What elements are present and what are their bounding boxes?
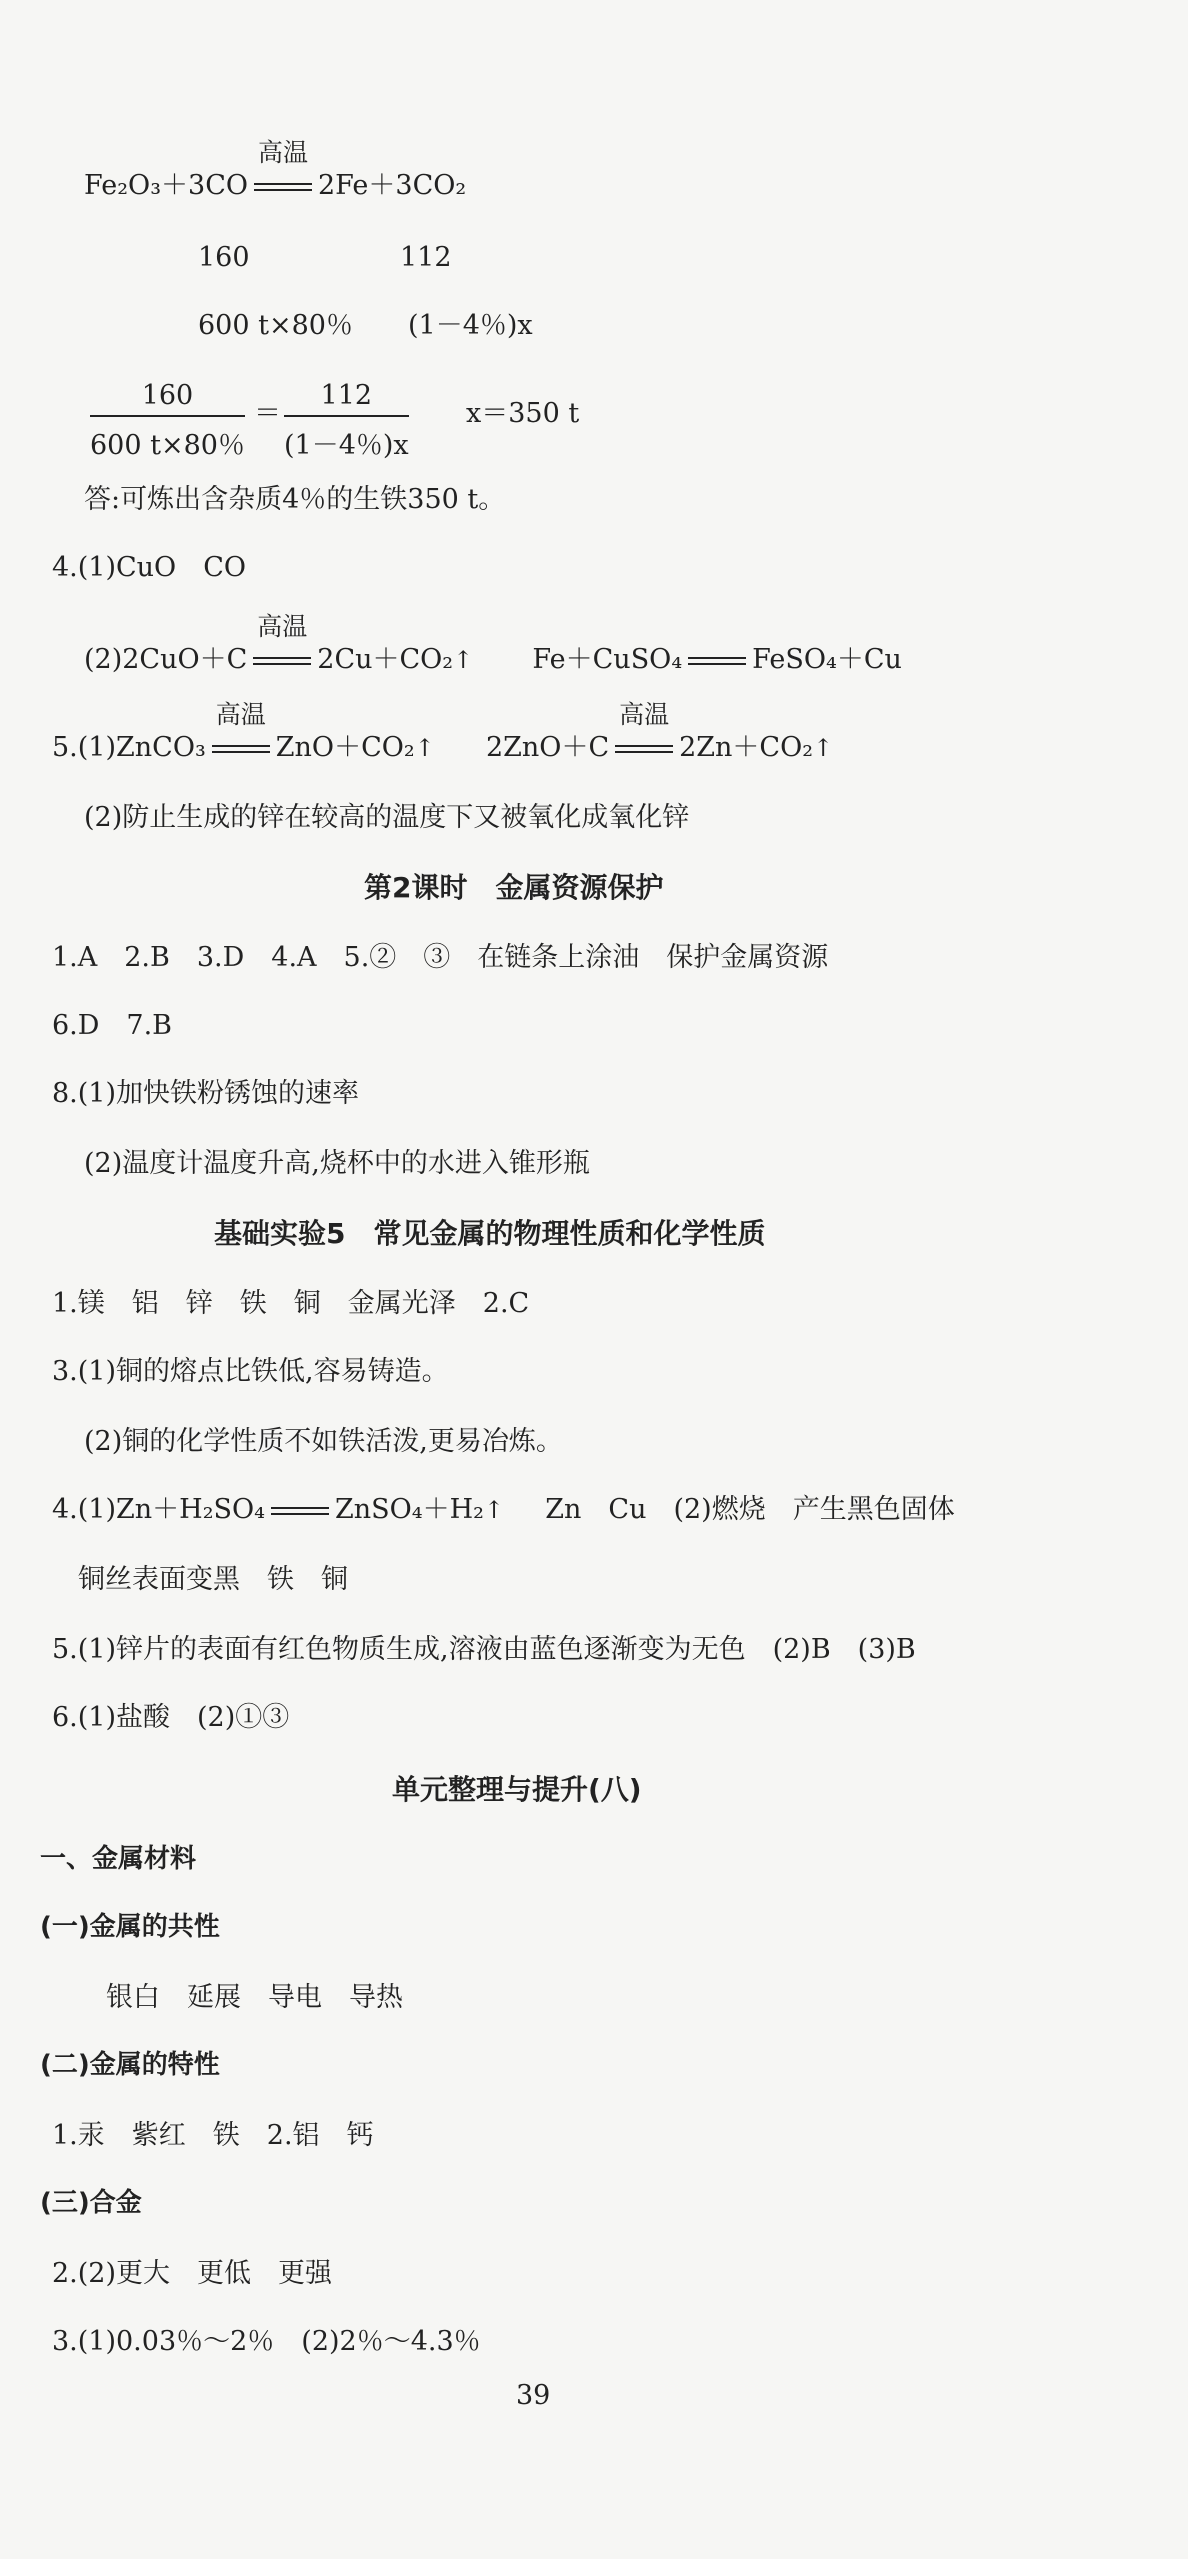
gas-arrow-icon: ↑ [813, 734, 834, 762]
calc-answer: 答:可炼出含杂质4％的生铁350 t。 [84, 484, 506, 515]
section-title-exp5: 基础实验5 常见金属的物理性质和化学性质 [214, 1217, 766, 1250]
exp5-line4 [52, 1496, 955, 1523]
subsection-metal-materials: 一、金属材料 [40, 1844, 197, 1874]
fraction-equals: ＝ [254, 398, 281, 429]
equals-mark [271, 1507, 329, 1515]
q5-eq2-right: 2Zn＋CO₂ [679, 732, 814, 763]
condition-text: 高温 [257, 138, 308, 167]
q5-eq1-right: ZnO＋CO₂ [275, 732, 415, 763]
q4-eq1-right: 2Cu＋CO₂ [317, 644, 454, 675]
exp5-line4-rest: Zn Cu (2)燃烧 产生黑色固体 [545, 1494, 955, 1525]
exp5-line5: 铜丝表面变黑 铁 铜 [78, 1564, 348, 1595]
gas-arrow-icon: ↑ [483, 1496, 505, 1524]
fraction-left-numerator: 160 [90, 380, 245, 417]
condition-mark [206, 700, 276, 761]
subsection-alloys: (三)合金 [40, 2188, 142, 2218]
quantity-1: 600 t×80％ [198, 310, 353, 341]
quantity-2: (1－4％)x [408, 310, 533, 341]
q5-line1 [52, 700, 834, 763]
exp5-eq-right: ZnSO₄＋H₂ [334, 1494, 484, 1525]
fraction-right-numerator: 112 [284, 380, 409, 417]
condition-text: 高温 [619, 700, 670, 729]
exp5-line7: 6.(1)盐酸 (2)①③ [52, 1702, 290, 1733]
q4-line1: 4.(1)CuO CO [52, 552, 246, 583]
q4-line2 [84, 612, 902, 675]
fraction-right-denominator: (1－4％)x [284, 430, 409, 461]
q5-eq1-left: 5.(1)ZnCO₃ [52, 732, 206, 763]
lesson2-line3: 8.(1)加快铁粉锈蚀的速率 [52, 1078, 360, 1109]
eq-right: 2Fe＋3CO₂ [318, 170, 467, 201]
condition-text: 高温 [215, 700, 266, 729]
section-title-lesson2: 第2课时 金属资源保护 [364, 871, 664, 904]
q4-eq2-left: Fe＋CuSO₄ [532, 644, 683, 675]
section-title-unit: 单元整理与提升(八) [392, 1773, 642, 1806]
reaction-equation [84, 138, 467, 201]
subsection-special-properties: (二)金属的特性 [40, 2050, 220, 2080]
lesson2-line1: 1.A 2.B 3.D 4.A 5.② ③ 在链条上涂油 保护金属资源 [52, 942, 829, 973]
molar-mass-1: 160 [198, 242, 250, 273]
lesson2-line2: 6.D 7.B [52, 1010, 173, 1041]
equals-mark [688, 657, 746, 665]
gas-arrow-icon: ↑ [453, 646, 474, 674]
exp5-line3: (2)铜的化学性质不如铁活泼,更易冶炼。 [84, 1426, 563, 1457]
common-properties-line: 银白 延展 导电 导热 [106, 1982, 403, 2013]
alloys-line2: 3.(1)0.03％～2％ (2)2％～4.3％ [52, 2326, 481, 2357]
alloys-line1: 2.(2)更大 更低 更强 [52, 2258, 333, 2289]
condition-text: 高温 [257, 612, 308, 641]
exp5-line2: 3.(1)铜的熔点比铁低,容易铸造。 [52, 1356, 449, 1387]
condition-mark [248, 138, 318, 199]
calc-result: x＝350 t [466, 398, 580, 429]
lesson2-line4: (2)温度计温度升高,烧杯中的水进入锥形瓶 [84, 1148, 590, 1179]
q4-eq2-right: FeSO₄＋Cu [752, 644, 902, 675]
q4-eq1-left: (2)2CuO＋C [84, 644, 248, 675]
exp5-line6: 5.(1)锌片的表面有红色物质生成,溶液由蓝色逐渐变为无色 (2)B (3)B [52, 1634, 916, 1665]
exp5-line1: 1.镁 铝 锌 铁 铜 金属光泽 2.C [52, 1288, 530, 1319]
subsection-common-properties: (一)金属的共性 [40, 1912, 220, 1942]
gas-arrow-icon: ↑ [414, 734, 435, 762]
eq-left: Fe₂O₃＋3CO [84, 170, 248, 201]
exp5-eq-left: 4.(1)Zn＋H₂SO₄ [52, 1494, 265, 1525]
page-number: 39 [516, 2380, 551, 2411]
fraction-left [90, 380, 245, 462]
condition-mark [609, 700, 679, 761]
q5-eq2-left: 2ZnO＋C [485, 732, 610, 763]
q5-line2: (2)防止生成的锌在较高的温度下又被氧化成氧化锌 [84, 802, 690, 833]
molar-mass-2: 112 [400, 242, 452, 273]
condition-mark [247, 612, 317, 673]
special-properties-line: 1.汞 紫红 铁 2.铝 钙 [52, 2120, 374, 2151]
fraction-left-denominator: 600 t×80％ [90, 430, 245, 461]
fraction-right [284, 380, 409, 462]
